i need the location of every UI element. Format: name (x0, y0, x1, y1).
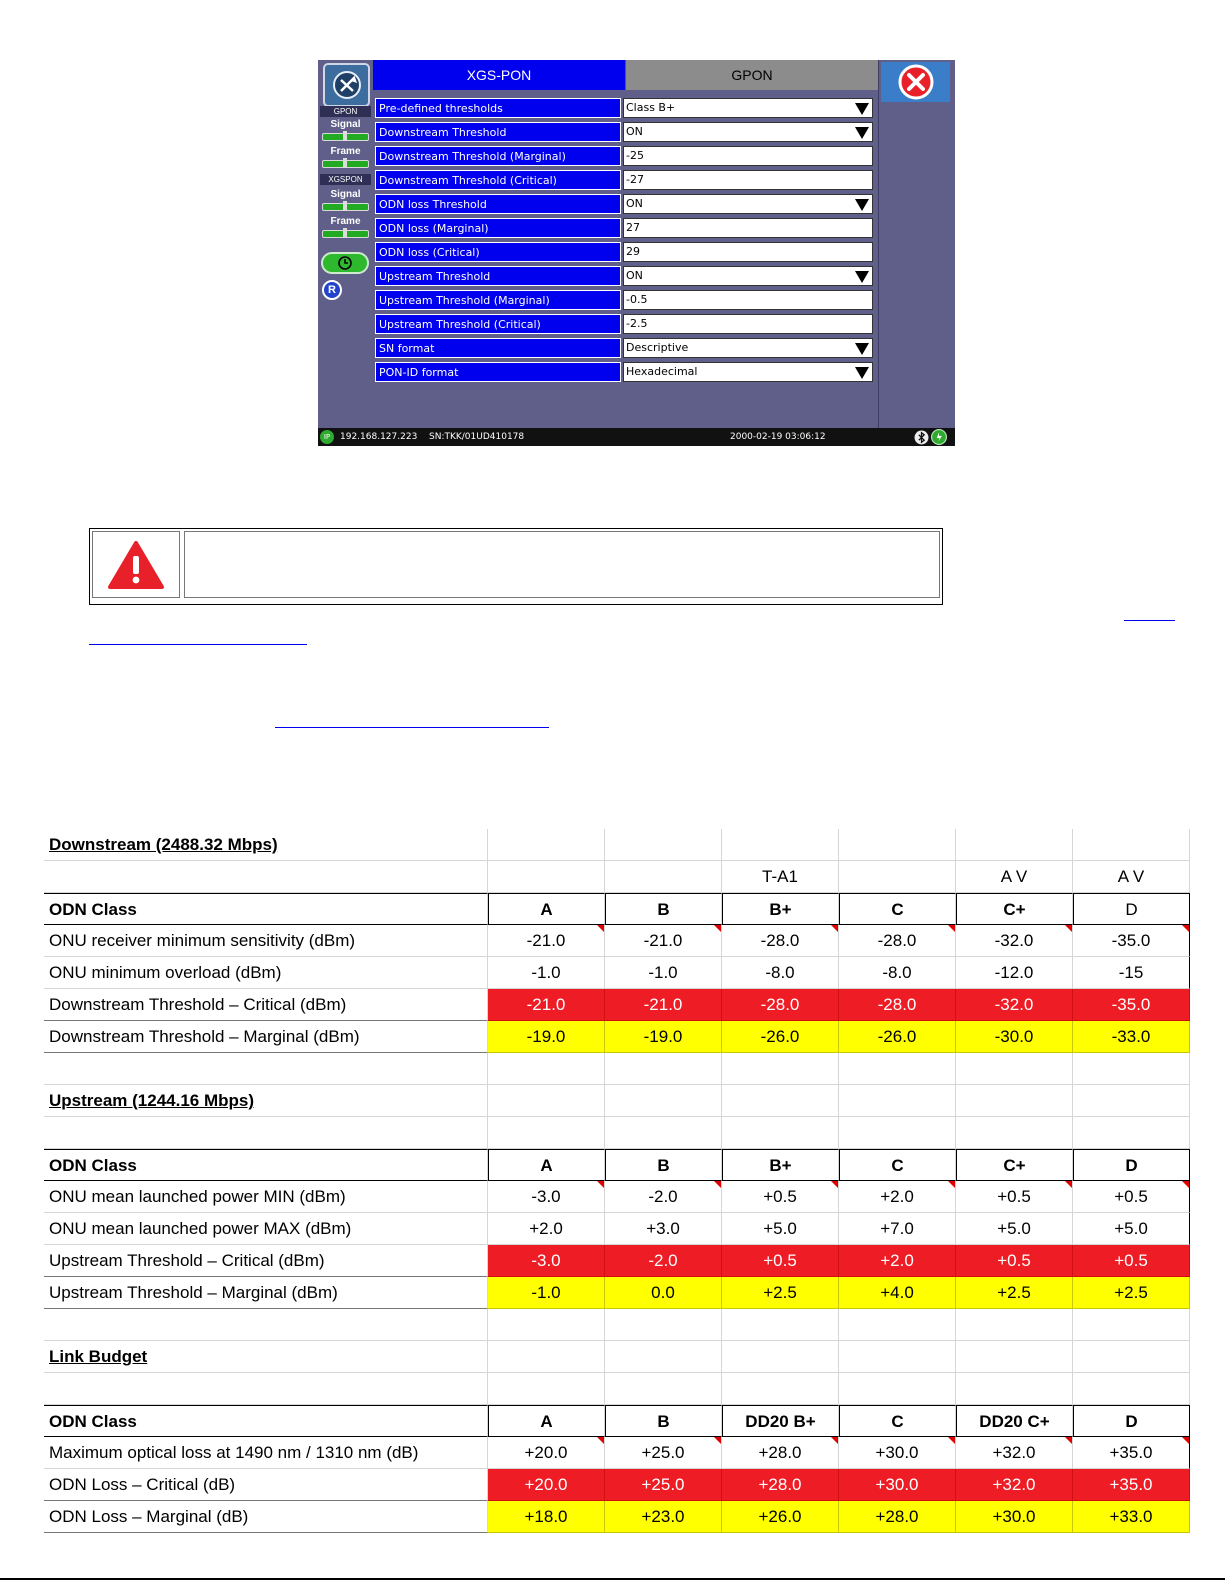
table-cell: -21.0 (488, 989, 605, 1021)
setting-row (375, 194, 875, 216)
table-cell: +7.0 (839, 1213, 956, 1245)
table-cell: +0.5 (1073, 1181, 1190, 1213)
upstream-marginal-field[interactable] (623, 290, 873, 310)
table-cell: +5.0 (722, 1213, 839, 1245)
table-cell: -21.0 (488, 925, 605, 957)
empty-cell (605, 1053, 722, 1085)
setting-value: -25 (626, 149, 644, 162)
xgspon-frame-indicator (320, 215, 371, 241)
setting-label: Downstream Threshold (Critical) (375, 170, 621, 190)
signal-led (322, 203, 369, 211)
table-cell: C (839, 893, 956, 925)
table-cell: D (1073, 893, 1190, 925)
table-cell: -19.0 (605, 1021, 722, 1053)
ip-icon: IP (320, 430, 334, 444)
empty-cell (722, 1085, 839, 1117)
table-row (44, 1437, 1188, 1469)
table-cell: -3.0 (488, 1245, 605, 1277)
setting-value: -27 (626, 173, 644, 186)
odn-class-reference-table (44, 829, 1188, 1533)
link-underline[interactable] (275, 727, 549, 728)
empty-cell (1073, 1341, 1190, 1373)
table-cell: +25.0 (605, 1437, 722, 1469)
table-cell: +2.0 (488, 1213, 605, 1245)
tab-gpon[interactable]: GPON (625, 60, 878, 90)
table-cell: +28.0 (722, 1437, 839, 1469)
table-row (44, 829, 1188, 861)
table-cell: +35.0 (1073, 1437, 1190, 1469)
table-cell: -1.0 (488, 957, 605, 989)
table-cell: C (839, 1149, 956, 1181)
section-title: Link Budget (44, 1341, 488, 1373)
row-label: ODN Class (44, 1149, 488, 1181)
setting-value: 29 (626, 245, 640, 258)
empty-cell (1073, 1085, 1190, 1117)
warning-icon (107, 540, 165, 590)
downstream-threshold-dropdown[interactable] (623, 122, 873, 142)
table-cell: D (1073, 1405, 1190, 1437)
table-cell: D (1073, 1149, 1190, 1181)
row-label: ONU mean launched power MIN (dBm) (44, 1181, 488, 1213)
close-button[interactable] (881, 62, 950, 102)
odn-loss-marginal-field[interactable] (623, 218, 873, 238)
ip-address: 192.168.127.223 (340, 432, 418, 442)
setting-value: ON (626, 269, 643, 282)
pon-id-format-dropdown[interactable] (623, 362, 873, 382)
empty-cell (1073, 1309, 1190, 1341)
row-label (44, 1117, 488, 1149)
table-cell: +2.5 (1073, 1277, 1190, 1309)
gpon-signal-indicator (320, 118, 371, 144)
row-label: ONU minimum overload (dBm) (44, 957, 488, 989)
setting-row (375, 242, 875, 264)
table-cell: +2.5 (722, 1277, 839, 1309)
table-row (44, 1341, 1188, 1373)
empty-cell (1073, 829, 1190, 861)
row-label: Upstream Threshold – Marginal (dBm) (44, 1277, 488, 1309)
empty-cell (839, 1309, 956, 1341)
dropdown-arrow-icon (855, 367, 869, 379)
serial-number: SN:TKK/01UD410178 (429, 432, 525, 442)
empty-cell (839, 1341, 956, 1373)
dropdown-arrow-icon (855, 271, 869, 283)
device-screen (318, 60, 955, 446)
table-cell: A (488, 1149, 605, 1181)
tools-icon (332, 70, 362, 100)
table-row (44, 1117, 1188, 1149)
signal-led (322, 133, 369, 141)
table-row (44, 1085, 1188, 1117)
battery-icon (931, 429, 947, 445)
table-cell (839, 861, 956, 893)
empty-cell (956, 1309, 1073, 1341)
setting-label: PON-ID format (375, 362, 621, 382)
table-cell: 0.0 (605, 1277, 722, 1309)
row-label: ODN Class (44, 893, 488, 925)
setting-row (375, 98, 875, 120)
table-row (44, 1469, 1188, 1501)
table-cell: -30.0 (956, 1021, 1073, 1053)
table-cell: +28.0 (722, 1469, 839, 1501)
empty-cell (605, 1309, 722, 1341)
table-cell: +28.0 (839, 1501, 956, 1533)
table-cell (488, 861, 605, 893)
table-cell: A (488, 893, 605, 925)
predefined-thresholds-dropdown[interactable] (623, 98, 873, 118)
empty-cell (488, 1053, 605, 1085)
xgspon-header: XGSPON (320, 174, 371, 185)
table-cell: -28.0 (722, 989, 839, 1021)
setting-row (375, 314, 875, 336)
dropdown-arrow-icon (855, 199, 869, 211)
row-label: ODN Loss – Critical (dB) (44, 1469, 488, 1501)
row-label: ONU mean launched power MAX (dBm) (44, 1213, 488, 1245)
table-cell: -2.0 (605, 1245, 722, 1277)
table-cell: -21.0 (605, 925, 722, 957)
threshold-settings (373, 90, 878, 428)
table-cell: -35.0 (1073, 989, 1190, 1021)
history-button[interactable] (321, 252, 369, 274)
table-cell: +20.0 (488, 1437, 605, 1469)
history-icon (337, 255, 353, 271)
upstream-critical-field[interactable] (623, 314, 873, 334)
dropdown-arrow-icon (855, 343, 869, 355)
empty-cell (839, 829, 956, 861)
empty-cell (722, 1053, 839, 1085)
table-row (44, 861, 1188, 893)
table-cell: -8.0 (839, 957, 956, 989)
table-row (44, 957, 1188, 989)
tab-bar (373, 60, 878, 90)
table-cell: +32.0 (956, 1469, 1073, 1501)
table-cell: +20.0 (488, 1469, 605, 1501)
gpon-frame-indicator (320, 145, 371, 171)
table-cell: +4.0 (839, 1277, 956, 1309)
table-cell: B+ (722, 893, 839, 925)
indicator-label: Signal (330, 189, 361, 200)
right-panel (878, 60, 955, 428)
odn-loss-critical-field[interactable] (623, 242, 873, 262)
table-cell: +30.0 (839, 1469, 956, 1501)
empty-cell (1073, 1117, 1190, 1149)
table-cell: +26.0 (722, 1501, 839, 1533)
table-cell: -32.0 (956, 989, 1073, 1021)
indicator-label: Signal (330, 119, 361, 130)
row-label (44, 1373, 488, 1405)
row-label: Downstream Threshold – Critical (dBm) (44, 989, 488, 1021)
table-row (44, 1373, 1188, 1405)
tab-xgs-pon[interactable]: XGS-PON (373, 60, 625, 90)
setting-row (375, 218, 875, 240)
setting-label: Upstream Threshold (Marginal) (375, 290, 621, 310)
table-cell: +2.0 (839, 1245, 956, 1277)
empty-cell (956, 1117, 1073, 1149)
table-cell: +0.5 (956, 1245, 1073, 1277)
warning-icon-cell (92, 531, 180, 598)
table-cell: -2.0 (605, 1181, 722, 1213)
frame-led (322, 160, 369, 168)
bluetooth-icon (914, 430, 929, 445)
setting-row (375, 338, 875, 360)
setting-label: Pre-defined thresholds (375, 98, 621, 118)
empty-cell (488, 1309, 605, 1341)
table-cell: -28.0 (722, 925, 839, 957)
empty-cell (722, 1341, 839, 1373)
row-label: ODN Class (44, 1405, 488, 1437)
table-cell: DD20 B+ (722, 1405, 839, 1437)
setting-value: Descriptive (626, 341, 689, 354)
row-label: ONU receiver minimum sensitivity (dBm) (44, 925, 488, 957)
row-label (44, 861, 488, 893)
empty-cell (488, 1085, 605, 1117)
table-cell: +5.0 (956, 1213, 1073, 1245)
empty-cell (605, 1085, 722, 1117)
table-cell: -1.0 (605, 957, 722, 989)
setting-label: ODN loss Threshold (375, 194, 621, 214)
sn-format-dropdown[interactable] (623, 338, 873, 358)
table-cell: +0.5 (1073, 1245, 1190, 1277)
empty-cell (722, 1309, 839, 1341)
empty-cell (722, 1117, 839, 1149)
table-cell: B (605, 893, 722, 925)
setting-value: -2.5 (626, 317, 648, 330)
row-label: Maximum optical loss at 1490 nm / 1310 nm (dB) (44, 1437, 488, 1469)
table-cell: -15 (1073, 957, 1190, 989)
frame-led (322, 230, 369, 238)
table-cell: +25.0 (605, 1469, 722, 1501)
setting-row (375, 170, 875, 192)
table-row (44, 893, 1188, 925)
dropdown-arrow-icon (855, 127, 869, 139)
empty-cell (488, 1117, 605, 1149)
table-cell: A V (1073, 861, 1190, 893)
table-cell (605, 861, 722, 893)
table-cell: DD20 C+ (956, 1405, 1073, 1437)
setting-label: ODN loss (Marginal) (375, 218, 621, 238)
table-cell: -1.0 (488, 1277, 605, 1309)
table-cell: B+ (722, 1149, 839, 1181)
empty-cell (1073, 1373, 1190, 1405)
row-label: ODN Loss – Marginal (dB) (44, 1501, 488, 1533)
table-row (44, 1149, 1188, 1181)
downstream-critical-field[interactable] (623, 170, 873, 190)
table-cell: A (488, 1405, 605, 1437)
setting-value: -0.5 (626, 293, 648, 306)
table-row (44, 925, 1188, 957)
empty-cell (956, 1373, 1073, 1405)
table-cell: -35.0 (1073, 925, 1190, 957)
setting-label: Downstream Threshold (Marginal) (375, 146, 621, 166)
table-row (44, 1245, 1188, 1277)
table-cell: -26.0 (839, 1021, 956, 1053)
dropdown-arrow-icon (855, 103, 869, 115)
table-cell: +33.0 (1073, 1501, 1190, 1533)
home-button[interactable] (323, 63, 370, 107)
link-underline[interactable] (1124, 620, 1175, 621)
setting-row (375, 362, 875, 384)
empty-cell (839, 1053, 956, 1085)
table-row (44, 1181, 1188, 1213)
setting-value: ON (626, 197, 643, 210)
table-cell: -28.0 (839, 925, 956, 957)
date-time: 2000-02-19 03:06:12 (730, 432, 826, 442)
table-row (44, 1405, 1188, 1437)
link-underline[interactable] (89, 644, 307, 645)
empty-cell (956, 1053, 1073, 1085)
setting-row (375, 266, 875, 288)
table-cell: -28.0 (839, 989, 956, 1021)
setting-label: Upstream Threshold (375, 266, 621, 286)
setting-row (375, 290, 875, 312)
close-icon (898, 64, 934, 100)
section-title: Downstream (2488.32 Mbps) (44, 829, 488, 861)
sidebar (318, 60, 374, 428)
setting-label: SN format (375, 338, 621, 358)
remote-icon[interactable]: R (322, 280, 342, 300)
indicator-label: Frame (330, 146, 361, 157)
row-label: Downstream Threshold – Marginal (dBm) (44, 1021, 488, 1053)
odn-loss-threshold-dropdown[interactable] (623, 194, 873, 214)
warning-text-cell (184, 531, 940, 598)
table-row (44, 1277, 1188, 1309)
table-cell: C (839, 1405, 956, 1437)
table-cell: -33.0 (1073, 1021, 1190, 1053)
table-cell: +30.0 (956, 1501, 1073, 1533)
row-label: Upstream Threshold – Critical (dBm) (44, 1245, 488, 1277)
empty-cell (605, 1341, 722, 1373)
table-cell: -19.0 (488, 1021, 605, 1053)
table-cell: +5.0 (1073, 1213, 1190, 1245)
empty-cell (1073, 1053, 1190, 1085)
page-divider (0, 1578, 1225, 1580)
gpon-header: GPON (320, 106, 371, 117)
upstream-threshold-dropdown[interactable] (623, 266, 873, 286)
table-cell: +0.5 (722, 1181, 839, 1213)
table-cell: B (605, 1149, 722, 1181)
warning-note (89, 528, 943, 605)
table-cell: +18.0 (488, 1501, 605, 1533)
setting-value: Class B+ (626, 101, 676, 114)
empty-cell (488, 1373, 605, 1405)
empty-cell (605, 1373, 722, 1405)
table-cell: +3.0 (605, 1213, 722, 1245)
table-row (44, 1021, 1188, 1053)
table-cell: -12.0 (956, 957, 1073, 989)
table-cell: -26.0 (722, 1021, 839, 1053)
table-cell: +2.5 (956, 1277, 1073, 1309)
table-cell: +2.0 (839, 1181, 956, 1213)
section-title: Upstream (1244.16 Mbps) (44, 1085, 488, 1117)
empty-cell (956, 1341, 1073, 1373)
row-label (44, 1309, 488, 1341)
empty-cell (839, 1085, 956, 1117)
setting-label: Upstream Threshold (Critical) (375, 314, 621, 334)
table-cell: -32.0 (956, 925, 1073, 957)
empty-cell (605, 1117, 722, 1149)
setting-value: 27 (626, 221, 640, 234)
table-cell: T-A1 (722, 861, 839, 893)
table-cell: +30.0 (839, 1437, 956, 1469)
empty-cell (839, 1117, 956, 1149)
indicator-label: Frame (330, 216, 361, 227)
empty-cell (956, 1085, 1073, 1117)
empty-cell (722, 1373, 839, 1405)
table-cell: -21.0 (605, 989, 722, 1021)
table-row (44, 989, 1188, 1021)
setting-row (375, 122, 875, 144)
table-cell: C+ (956, 893, 1073, 925)
status-bar (318, 428, 955, 446)
table-cell: B (605, 1405, 722, 1437)
setting-value: ON (626, 125, 643, 138)
table-cell: A V (956, 861, 1073, 893)
table-row (44, 1501, 1188, 1533)
table-cell: +0.5 (722, 1245, 839, 1277)
row-label (44, 1053, 488, 1085)
empty-cell (605, 829, 722, 861)
table-cell: +32.0 (956, 1437, 1073, 1469)
empty-cell (488, 1341, 605, 1373)
table-row (44, 1053, 1188, 1085)
table-cell: +23.0 (605, 1501, 722, 1533)
empty-cell (956, 829, 1073, 861)
table-cell: -3.0 (488, 1181, 605, 1213)
empty-cell (488, 829, 605, 861)
table-cell: -8.0 (722, 957, 839, 989)
setting-row (375, 146, 875, 168)
downstream-marginal-field[interactable] (623, 146, 873, 166)
table-row (44, 1213, 1188, 1245)
table-cell: C+ (956, 1149, 1073, 1181)
setting-value: Hexadecimal (626, 365, 698, 378)
table-cell: +35.0 (1073, 1469, 1190, 1501)
setting-label: ODN loss (Critical) (375, 242, 621, 262)
setting-label: Downstream Threshold (375, 122, 621, 142)
empty-cell (722, 829, 839, 861)
xgspon-signal-indicator (320, 188, 371, 214)
empty-cell (839, 1373, 956, 1405)
table-cell: +0.5 (956, 1181, 1073, 1213)
table-row (44, 1309, 1188, 1341)
